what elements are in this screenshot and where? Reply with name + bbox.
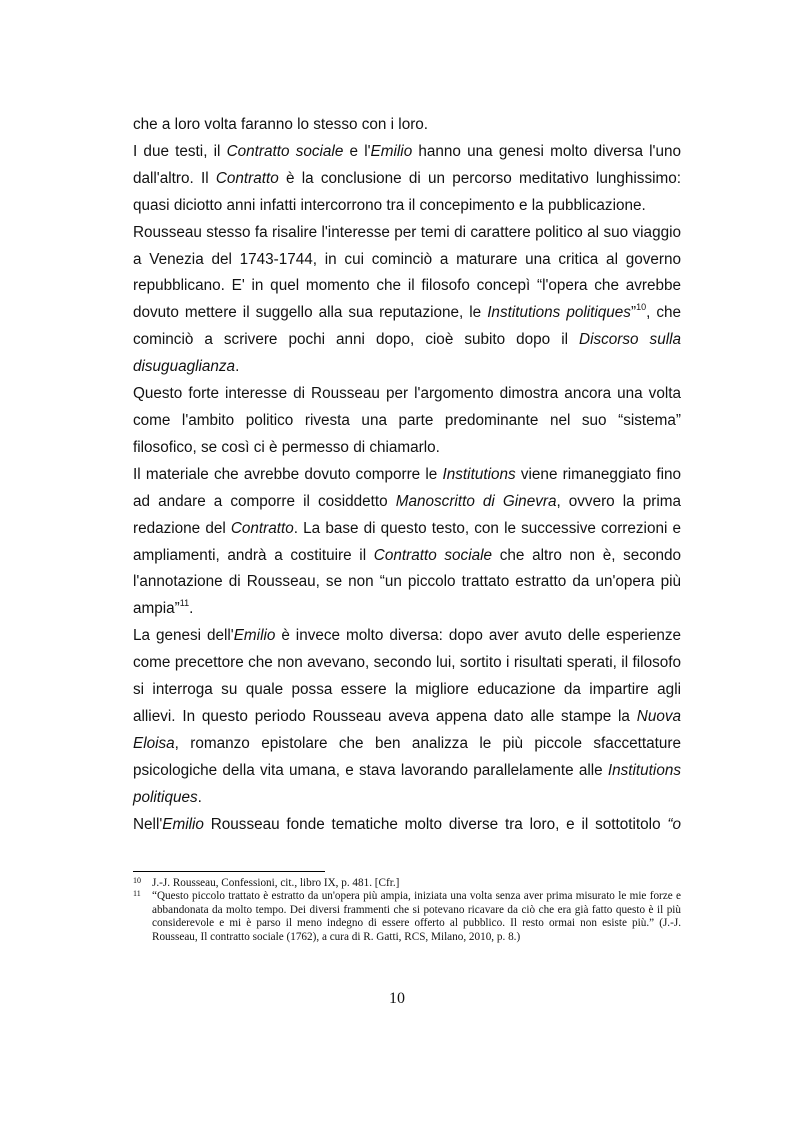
italic-title: Emilio xyxy=(233,627,276,645)
footnote-ref[interactable]: 11 xyxy=(179,598,190,609)
italic-title: Contratto sociale xyxy=(226,142,344,160)
paragraph xyxy=(133,381,681,462)
text-run: hanno una genesi molto diversa l'uno dall'altro. Il xyxy=(133,142,682,187)
paragraph xyxy=(133,462,681,623)
text-run: viene rimaneggiato fino ad andare a comporre il cosiddetto xyxy=(133,465,681,510)
text-run: Il materiale che avrebbe dovuto comporre le xyxy=(133,465,443,483)
text-run: , romanzo epistolare che ben analizza le più piccole sfaccettature psicologiche della vita umana, e stava lavorando parallelamente alle xyxy=(133,734,681,779)
text-run: che altro non è, secondo l'annotazione di Rousseau, se non “un piccolo trattato estratto da un'opera più ampia” xyxy=(133,546,681,618)
text-run: Rousseau stesso fa risalire l'interesse per temi di carattere politico al suo viaggio a Venezia del 1743-1744, in cui cominciò a maturare una critica al governo repubblicano. E' in quel momento che il filosofo concepì “l'opera che avrebbe dovuto mettere il suggello alla sua reputazione, le xyxy=(133,223,681,322)
paragraph xyxy=(133,220,681,381)
italic-title: Institutions xyxy=(442,465,516,483)
footnote-divider xyxy=(133,871,325,872)
text-run: è la conclusione di un percorso meditativo lunghissimo: quasi diciotto anni infatti intercorrono tra il concepimento e la pubblicazione. xyxy=(133,169,682,214)
italic-title: Emilio xyxy=(370,142,413,160)
footnote-ref[interactable]: 10 xyxy=(636,302,647,313)
footnotes xyxy=(133,877,681,944)
italic-title: Contratto xyxy=(215,169,279,187)
paragraph xyxy=(133,812,681,839)
text-run: , ovvero la prima redazione del xyxy=(133,492,682,537)
italic-title: Institutions politiques xyxy=(133,761,681,806)
footnote xyxy=(133,890,681,944)
body-text xyxy=(133,112,681,838)
italic-title: Contratto sociale xyxy=(373,546,493,564)
text-run: , che cominciò a scrivere pochi anni dopo, cioè subito dopo il xyxy=(133,304,681,349)
footnote-text: J.-J. Rousseau, Confessioni, cit., libro IX, p. 481. [Cfr.] xyxy=(152,877,400,889)
italic-title: “o xyxy=(667,815,681,833)
text-run: . La base di questo testo, con le successive correzioni e ampliamenti, andrà a costituire il xyxy=(133,519,681,564)
footnote-number: 10 xyxy=(133,876,141,885)
text-run: Questo forte interesse di Rousseau per l'argomento dimostra ancora una volta come l'ambito politico rivesta una parte predominante nel suo “sistema” filosofico, se così ci è permesso di chiamarlo. xyxy=(133,385,681,456)
text-run: . xyxy=(197,788,202,806)
text-run: . xyxy=(189,600,194,618)
text-run: I due testi, il xyxy=(133,142,227,160)
italic-title: Manoscritto di Ginevra xyxy=(395,492,557,510)
italic-title: Emilio xyxy=(162,815,204,833)
italic-title: Contratto xyxy=(230,519,294,537)
text-run: Nell' xyxy=(133,815,163,833)
text-run: e l' xyxy=(343,142,371,160)
italic-title: Institutions politiques xyxy=(487,304,631,322)
italic-title: Nuova Eloisa xyxy=(133,707,681,752)
italic-title: Discorso sulla disuguaglianza xyxy=(133,331,682,376)
text-run: Rousseau fonde tematiche molto diverse tra loro, e il sottotitolo xyxy=(203,815,668,833)
text-run: La genesi dell' xyxy=(133,627,234,645)
paragraph xyxy=(133,112,681,139)
text-run: è invece molto diversa: dopo aver avuto delle esperienze come precettore che non avevano, secondo lui, sortito i risultati sperati, il filosofo si interroga su quale possa essere la migliore educazione da impartire agli allievi. In questo periodo Rousseau aveva appena dato alle stampe la xyxy=(133,627,681,725)
page-number: 10 xyxy=(389,990,405,1007)
footnote-text: “Questo piccolo trattato è estratto da un'opera più ampia, iniziata una volta senza aver prima misurato le mie forze e abbandonata da molto tempo. Dei diversi frammenti che si potevano ricavare da ciò che era già fatto questo è il più considerevole e mi è parso il meno indegno di essere offerto al pubblico. Il resto ormai non esiste più.” (J.-J. Rousseau, Il contratto sociale (1762), a cura di R. Gatti, RCS, Milano, 2010, p. 8.) xyxy=(152,890,681,943)
text-run: . xyxy=(235,358,240,376)
text-run: ” xyxy=(630,304,637,322)
footnote xyxy=(133,877,681,890)
paragraph xyxy=(133,623,681,811)
footnote-number: 11 xyxy=(133,889,141,899)
paragraph xyxy=(133,139,681,220)
text-run: che a loro volta faranno lo stesso con i loro. xyxy=(133,116,429,133)
